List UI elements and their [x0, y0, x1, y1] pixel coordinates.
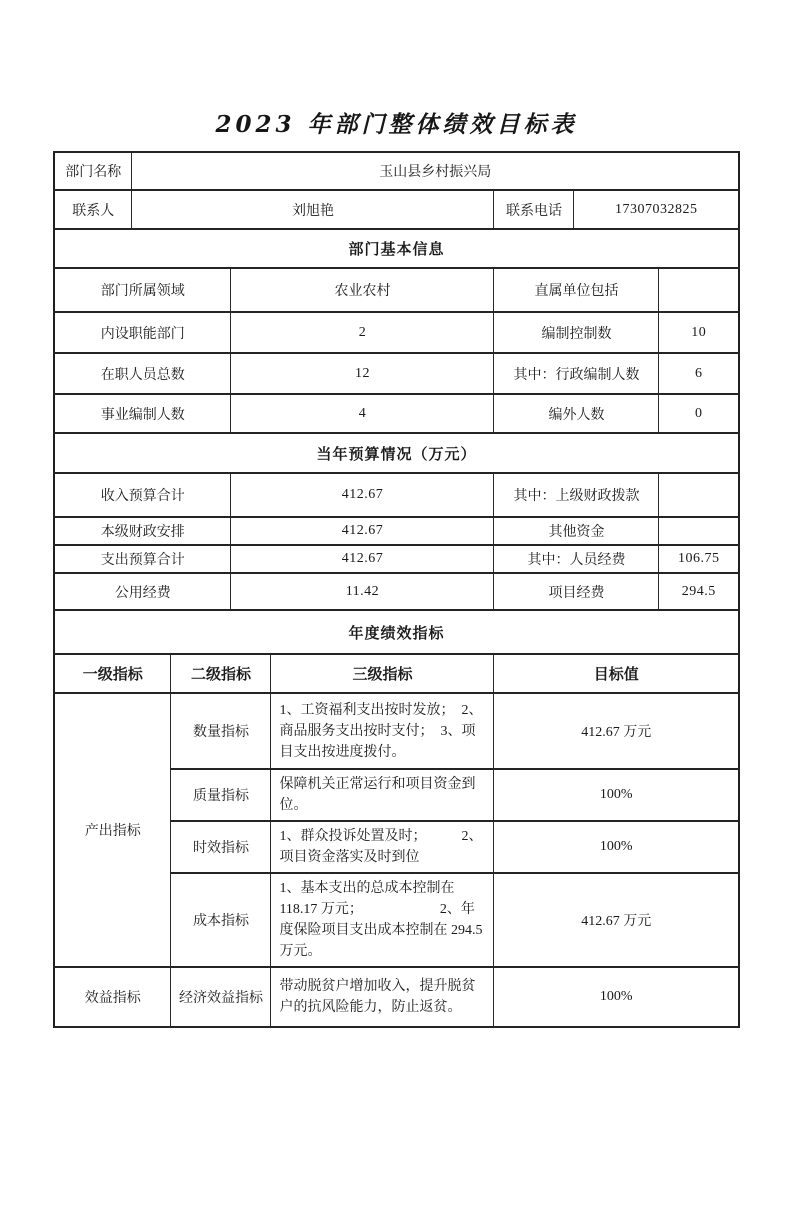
performance-target-table [53, 151, 740, 1028]
budget-value: 11.42 [231, 573, 494, 610]
basic-info-value: 10 [659, 312, 739, 353]
table-row-indicators-header [54, 610, 739, 654]
basic-info-label: 部门所属领域 [54, 268, 231, 312]
basic-info-label: 编制控制数 [494, 312, 659, 353]
budget-label: 其中：人员经费 [494, 545, 659, 573]
table-row-basic-info-header [54, 229, 739, 268]
indicator-level2: 时效指标 [171, 821, 271, 873]
dept-name-label: 部门名称 [54, 152, 132, 190]
indicators-section-title: 年度绩效指标 [54, 610, 739, 654]
budget-label: 本级财政安排 [54, 517, 231, 545]
budget-value [659, 473, 739, 517]
basic-info-section-title: 部门基本信息 [54, 229, 739, 268]
basic-info-label: 编外人数 [494, 394, 659, 433]
budget-label: 公用经费 [54, 573, 231, 610]
table-row-budget [54, 545, 739, 573]
budget-section-title: 当年预算情况（万元） [54, 433, 739, 473]
basic-info-label: 其中：行政编制人数 [494, 353, 659, 394]
page-title: 2023 年部门整体绩效目标表 [215, 111, 578, 138]
indicator-level3: 1、工资福利支出按时发放； 2、商品服务支出按时支付； 3、项目支出按进度拨付。 [271, 693, 494, 769]
table-row-indicator [54, 967, 739, 1027]
table-row-basic-info [54, 312, 739, 353]
budget-value: 294.5 [659, 573, 739, 610]
basic-info-label: 直属单位包括 [494, 268, 659, 312]
indicator-level2: 质量指标 [171, 769, 271, 821]
basic-info-label: 在职人员总数 [54, 353, 231, 394]
basic-info-value: 4 [231, 394, 494, 433]
indicator-target: 412.67 万元 [494, 693, 739, 769]
indicator-target: 100% [494, 769, 739, 821]
table-row-dept-name [54, 152, 739, 190]
budget-value: 106.75 [659, 545, 739, 573]
table-row-indicator-colheads [54, 654, 739, 693]
indicator-level2: 成本指标 [171, 873, 271, 967]
col-header-level2: 二级指标 [171, 654, 271, 693]
basic-info-value: 12 [231, 353, 494, 394]
contact-label: 联系人 [54, 190, 132, 229]
indicator-level1: 效益指标 [54, 967, 171, 1027]
table-row-basic-info [54, 353, 739, 394]
indicator-level2: 经济效益指标 [171, 967, 271, 1027]
dept-name-value: 玉山县乡村振兴局 [132, 152, 739, 190]
table-row-budget [54, 473, 739, 517]
table-row-budget [54, 573, 739, 610]
col-header-target: 目标值 [494, 654, 739, 693]
basic-info-label: 事业编制人数 [54, 394, 231, 433]
basic-info-label: 内设职能部门 [54, 312, 231, 353]
indicator-target: 100% [494, 821, 739, 873]
budget-label: 收入预算合计 [54, 473, 231, 517]
budget-label: 支出预算合计 [54, 545, 231, 573]
table-row-contact [54, 190, 739, 229]
phone-value: 17307032825 [574, 190, 739, 229]
indicator-level3: 保障机关正常运行和项目资金到位。 [271, 769, 494, 821]
indicator-level3: 1、群众投诉处置及时； 2、项目资金落实及时到位 [271, 821, 494, 873]
contact-value: 刘旭艳 [132, 190, 494, 229]
phone-label: 联系电话 [494, 190, 574, 229]
basic-info-value [659, 268, 739, 312]
indicator-level3: 带动脱贫户增加收入，提升脱贫户的抗风险能力，防止返贫。 [271, 967, 494, 1027]
budget-value: 412.67 [231, 473, 494, 517]
basic-info-value: 6 [659, 353, 739, 394]
budget-label: 其他资金 [494, 517, 659, 545]
budget-label: 其中：上级财政拨款 [494, 473, 659, 517]
basic-info-value: 2 [231, 312, 494, 353]
indicator-level3: 1、基本支出的总成本控制在 118.17 万元； 2、年度保险项目支出成本控制在 294.5 万元。 [271, 873, 494, 967]
indicator-level1: 产出指标 [54, 693, 171, 967]
budget-value: 412.67 [231, 545, 494, 573]
table-row-budget-header [54, 433, 739, 473]
indicator-target: 100% [494, 967, 739, 1027]
basic-info-value: 0 [659, 394, 739, 433]
table-row-basic-info [54, 394, 739, 433]
table-row-indicator [54, 693, 739, 769]
budget-value [659, 517, 739, 545]
indicator-level2: 数量指标 [171, 693, 271, 769]
budget-value: 412.67 [231, 517, 494, 545]
budget-label: 项目经费 [494, 573, 659, 610]
col-header-level3: 三级指标 [271, 654, 494, 693]
table-row-budget [54, 517, 739, 545]
indicator-target: 412.67 万元 [494, 873, 739, 967]
basic-info-value: 农业农村 [231, 268, 494, 312]
table-row-basic-info [54, 268, 739, 312]
col-header-level1: 一级指标 [54, 654, 171, 693]
